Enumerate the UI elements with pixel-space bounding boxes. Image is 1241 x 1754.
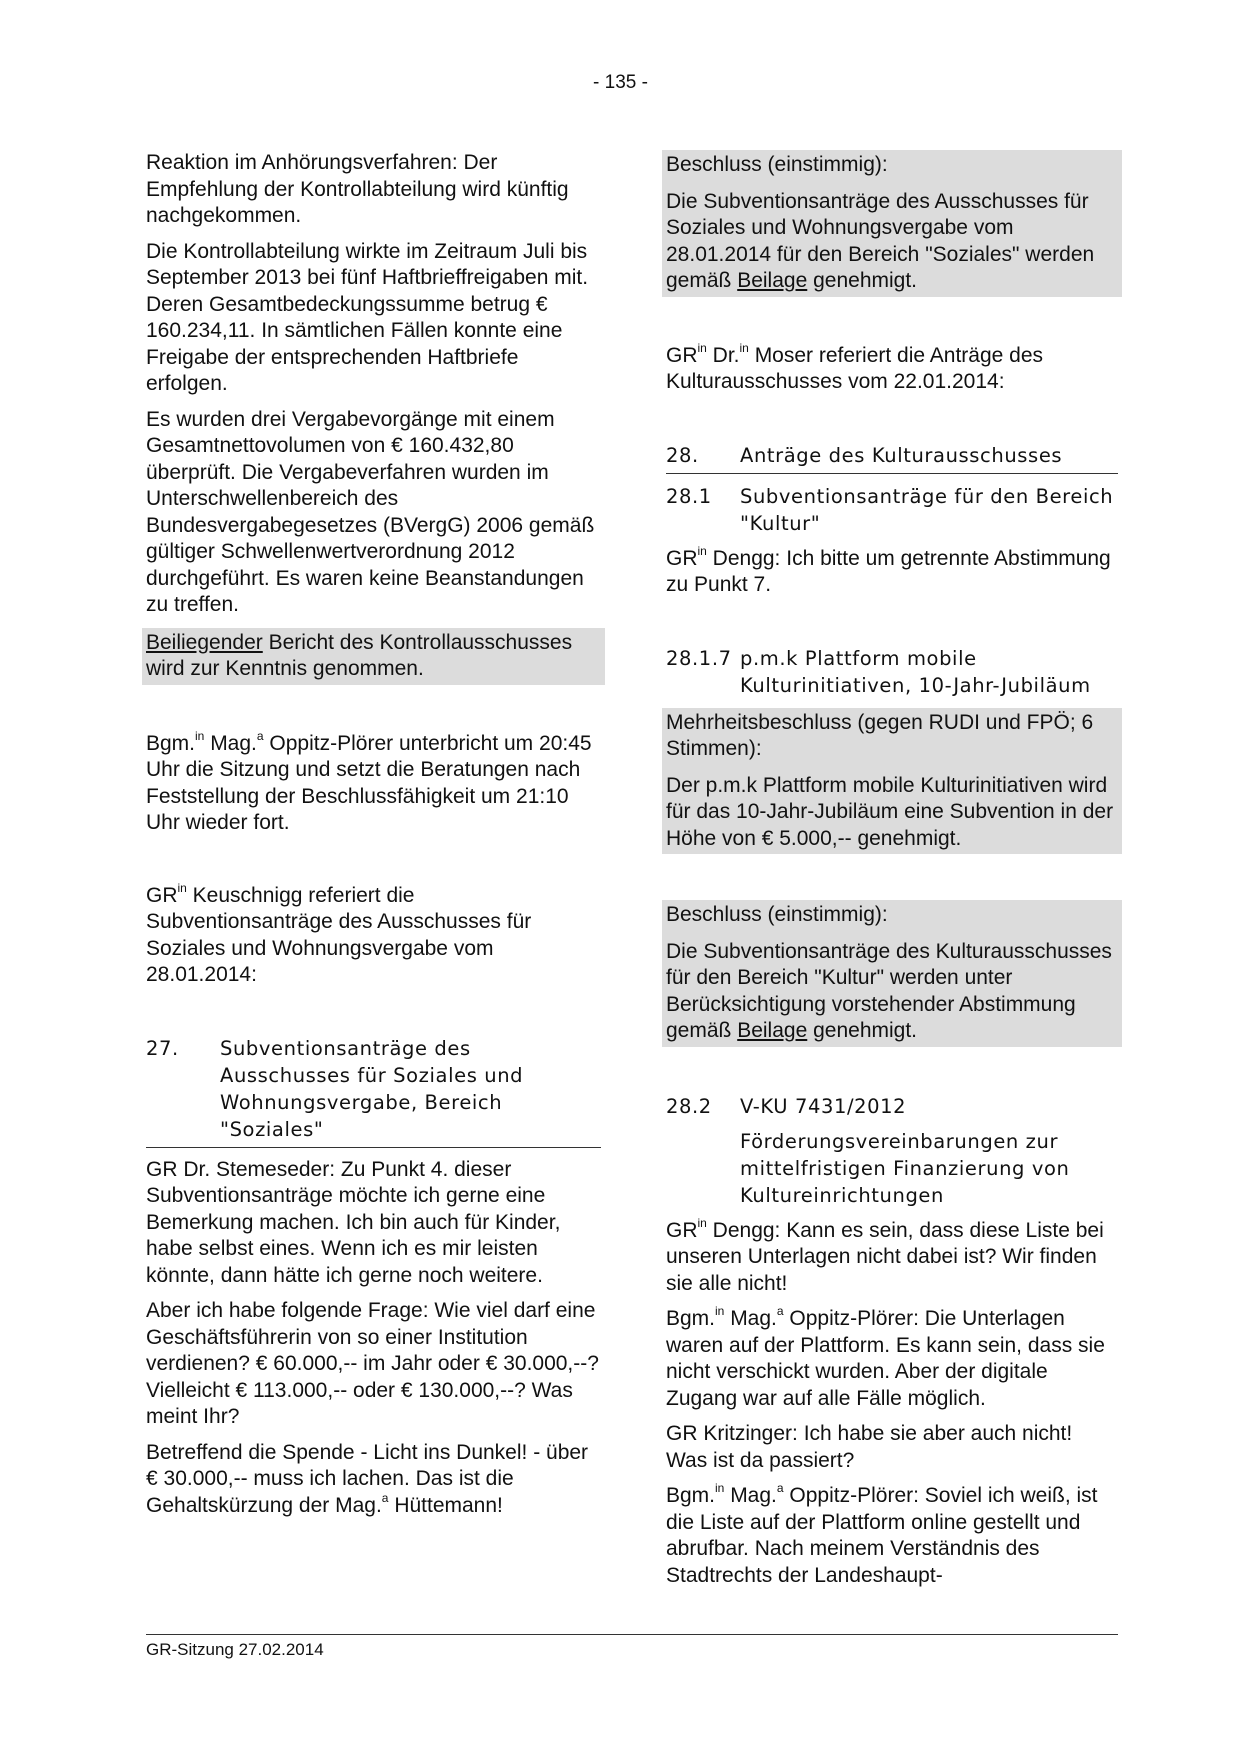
section-heading-27: [146, 1035, 601, 1148]
resolution-box: [142, 628, 605, 685]
footer-text: GR-Sitzung 27.02.2014: [146, 1640, 324, 1659]
section-heading-28-1-7: [666, 645, 1118, 699]
resolution-box: [662, 900, 1122, 1047]
section-number: 27.: [146, 1036, 179, 1060]
section-number: 28.2: [666, 1094, 712, 1118]
section-title: V-KU 7431/2012: [740, 1094, 907, 1118]
resolution-text: Die Subventionsanträge des Ausschusses für Soziales und Wohnungsvergabe vom 28.01.2014 für den Bereich "Soziales" werden gemäß Beilage genehmigt.: [666, 189, 1095, 292]
paragraph: Bgm.$^{in}$ Mag.$^a$ Oppitz-Plörer unterbricht um 20:45 Uhr die Sitzung und setzt die Beratungen nach Feststellung der Beschlussfähigkeit um 21:10 Uhr wieder fort.: [146, 728, 592, 834]
section-heading-28-1: [666, 483, 1118, 537]
section-number: 28.: [666, 443, 699, 467]
paragraph: Betreffend die Spende - Licht ins Dunkel! - über € 30.000,-- muss ich lachen. Das ist die Gehaltskürzung der Mag.$^a$ Hüttemann!: [146, 1440, 589, 1517]
resolution-heading: Mehrheitsbeschluss (gegen RUDI und FPÖ; 6 Stimmen):: [666, 710, 1094, 760]
paragraph: Es wurden drei Vergabevorgänge mit einem Gesamtnettovolumen von € 160.432,80 überprüft. Die Vergabeverfahren wurden im Unterschwellenbereich des Bundesvergabegesetzes (BVergG) 2006 gemäß gültiger Schwellenwertverordnung 2012 durchgeführt. Es waren keine Beanstandungen zu treffen.: [146, 407, 595, 616]
beilage-link[interactable]: Beilage: [737, 1019, 808, 1042]
resolution-heading: Beschluss (einstimmig):: [666, 903, 888, 926]
paragraph: Reaktion im Anhörungsverfahren: Der Empfehlung der Kontrollabteilung wird künftig nachgekommen.: [146, 151, 569, 227]
resolution-text: Die Subventionsanträge des Kulturausschusses für den Bereich "Kultur" werden unter Berücksichtigung vorstehender Abstimmung gemäß Beilage genehmigt.: [666, 939, 1112, 1042]
section-title: Subventionsanträge des Ausschusses für Soziales und Wohnungsvergabe, Bereich "Soziales": [220, 1036, 524, 1141]
beilage-link[interactable]: Beilage: [737, 269, 808, 292]
page-number: - 135 -: [593, 72, 648, 93]
footer-divider: [146, 1634, 1118, 1635]
paragraph: $GR^{in}$ Dengg: Kann es sein, dass diese Liste bei unseren Unterlagen nicht dabei ist? Wir finden sie alle nicht!: [666, 1215, 1104, 1295]
right-column: [666, 150, 1118, 1589]
paragraph: $GR^{in}$ Keuschnigg referiert die Subventionsanträge des Ausschusses für Soziales und Wohnungsvergabe vom 28.01.2014:: [146, 880, 532, 986]
section-number: 28.1.7: [666, 646, 732, 670]
paragraph: Bgm.$^{in}$ Mag.$^a$ Oppitz-Plörer: Die Unterlagen waren auf der Plattform. Es kann sein, dass sie nicht verschickt wurden. Aber der digitale Zugang war auf alle Fälle möglich.: [666, 1304, 1105, 1410]
paragraph: GR Kritzinger: Ich habe sie aber auch nicht! Was ist da passiert?: [666, 1422, 1073, 1472]
resolution-text: Bericht des Kontrollausschusses wird zur Kenntnis genommen.: [146, 630, 573, 680]
resolution-text: Der p.m.k Plattform mobile Kulturinitiativen wird für das 10-Jahr-Jubiläum eine Subvention in der Höhe von € 5.000,-- genehmigt.: [666, 773, 1114, 850]
paragraph: $GR^{in}$ Dengg: Ich bitte um getrennte Abstimmung zu Punkt 7.: [666, 543, 1111, 596]
section-title: p.m.k Plattform mobile Kulturinitiativen, 10-Jahr-Jubiläum: [740, 646, 1091, 697]
section-heading-28-2: [666, 1093, 1118, 1120]
left-column: [146, 150, 601, 1519]
section-title: Subventionsanträge für den Bereich "Kultur": [740, 484, 1114, 535]
beilage-link[interactable]: Beiliegender: [146, 630, 263, 654]
paragraph: Aber ich habe folgende Frage: Wie viel darf eine Geschäftsführerin von so einer Institution verdienen? € 60.000,-- im Jahr oder € 30.000,--? Vielleicht € 113.000,-- oder € 130.000,--? Was meint Ihr?: [146, 1299, 599, 1428]
paragraph: GR Dr. Stemeseder: Zu Punkt 4. dieser Subventionsanträge möchte ich gerne eine Bemerkung machen. Ich bin auch für Kinder, habe selbst eines. Wenn ich es mir leisten könnte, dann hätte ich gerne noch weitere.: [146, 1157, 561, 1287]
section-number: 28.1: [666, 484, 712, 508]
resolution-box: [662, 150, 1122, 297]
resolution-box: [662, 708, 1122, 855]
section-heading-28: [666, 442, 1118, 474]
paragraph: Die Kontrollabteilung wirkte im Zeitraum Juli bis September 2013 bei fünf Haftbrieffreigaben mit. Deren Gesamtbedeckungssumme betrug € 160.234,11. In sämtlichen Fällen konnte eine Freigabe der entsprechenden Haftbriefe erfolgen.: [146, 239, 589, 395]
paragraph: Bgm.$^{in}$ Mag.$^a$ Oppitz-Plörer: Soviel ich weiß, ist die Liste auf der Plattform online gestellt und abrufbar. Nach meinem Verständnis des Stadtrechts der Landeshaupt-: [666, 1481, 1098, 1587]
section-title: Anträge des Kulturausschusses: [740, 443, 1063, 467]
paragraph: $GR^{in}$ Dr.$^{in}$ Moser referiert die Anträge des Kulturausschusses vom 22.01.2014:: [666, 340, 1044, 393]
resolution-heading: Beschluss (einstimmig):: [666, 153, 888, 176]
section-subtitle: Förderungsvereinbarungen zur mittelfristigen Finanzierung von Kultureinrichtungen: [740, 1129, 1070, 1207]
